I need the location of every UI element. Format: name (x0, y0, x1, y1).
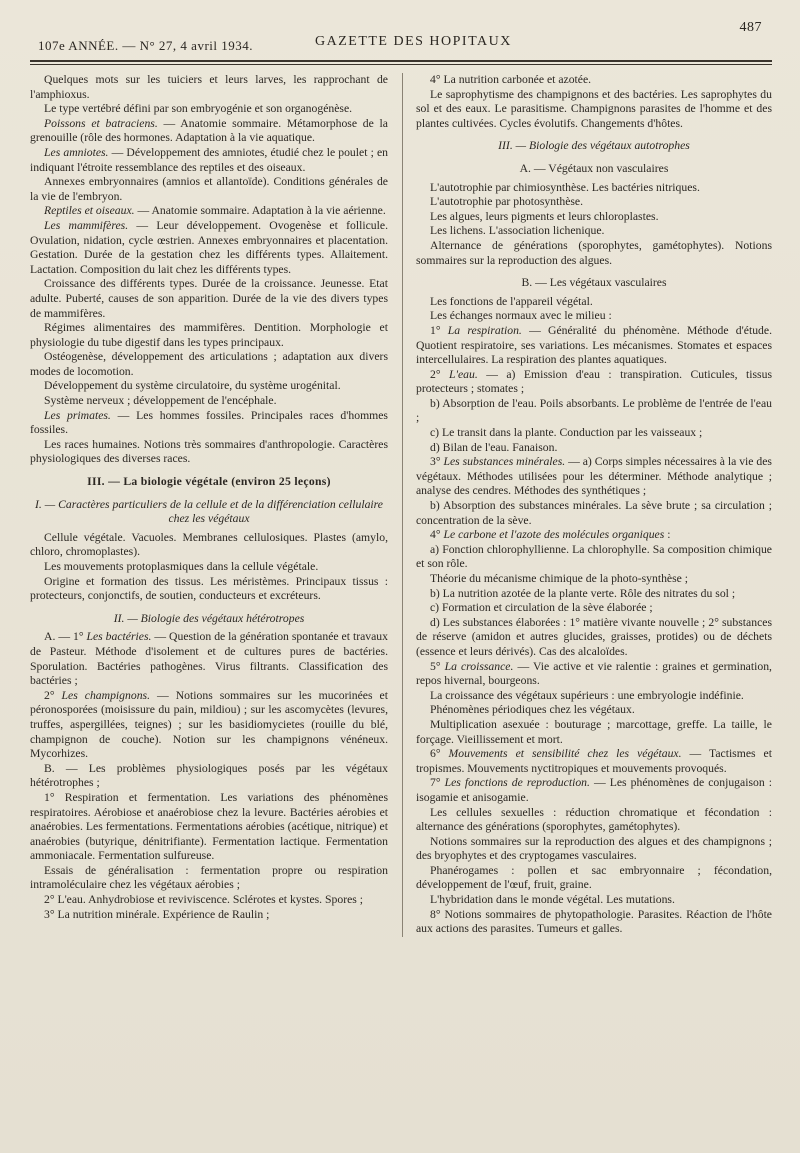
paragraph-text: 4° La nutrition carbonée et azotée. (430, 73, 592, 86)
paragraph (416, 660, 772, 689)
paragraph-text: Ostéogenèse, développement des articulations ; adaptation aux divers modes de locomotion. (30, 350, 388, 378)
paragraph-text: — Notions sommaires sur les mucorinées et péronosporées (moisissure du pain, mildiou) ; sur les ascomycètes (levures, truffes, aspergillées, teignes) ; sur les basidiomycietes (rouille du blé, champignon de couche). Notion sur les champignons vénéneux. Mycorhizes. (30, 688, 388, 761)
paragraph (416, 689, 772, 704)
paragraph-text: L'autotrophie par chimiosynthèse. Les bactéries nitriques. (430, 180, 700, 194)
paragraph (416, 309, 772, 324)
paragraph (416, 455, 772, 499)
paragraph-text: L'hybridation dans le monde végétal. Les mutations. (430, 893, 675, 907)
issue-line: 107e ANNÉE. — N° 27, 4 avril 1934. (38, 38, 254, 53)
paragraph (416, 224, 772, 239)
paragraph-text: c) Le transit dans la plante. Conduction par les vaisseaux ; (430, 426, 703, 440)
paragraph (416, 703, 772, 718)
heading-text: II. — Biologie des végétaux hétérotropes (113, 611, 305, 625)
paragraph-lead: Les champignons. (61, 688, 151, 702)
paragraph-number: 7° (430, 776, 445, 790)
paragraph-number: 1° (430, 323, 448, 337)
paragraph-text: 1° Respiration et fermentation. Les variations des phénomènes respiratoires. Aérobiose et anaérobiose chez la levure. Bactéries aérobies et anaérobies. Les fermentations. Fermentations aérobies (acétique, nitrique) et anaérobies (butyrique, dénitrifiante). Fermentation lactique. Fermentation ammoniacale. Fermentation sulfureuse. (30, 790, 388, 863)
paragraph-number: A. — 1° (44, 630, 87, 644)
paragraph-text: Croissance des différents types. Durée de la croissance. Jeunesse. Etat adulte. Puberté, causes de son apparition. Durée de la vie des divers types de mammifères. (30, 277, 388, 320)
paragraph-number: 6° (430, 747, 449, 761)
paragraph (30, 394, 388, 409)
heading-text: B. — Les végétaux vasculaires (521, 276, 667, 290)
right-column (416, 73, 772, 937)
paragraph-lead: Les bactéries. (86, 630, 152, 644)
paragraph (30, 146, 388, 175)
paragraph-text: c) Formation et circulation de la sève élaborée ; (430, 601, 653, 615)
page-header (30, 18, 772, 54)
paragraph-text: Le type vertébré défini par son embryogénie et son organogénèse. (44, 102, 353, 116)
paragraph-text: 8° Notions sommaires de phytopathologie. Parasites. Réaction de l'hôte aux actions des parasites. Tumeurs et galles. (416, 907, 772, 936)
paragraph-text: Les algues, leurs pigments et leurs chloroplastes. (430, 209, 659, 223)
paragraph-lead: Les amniotes. (44, 145, 109, 159)
paragraph (30, 379, 388, 394)
paragraph (30, 575, 388, 604)
paragraph (416, 747, 772, 776)
paragraph-text: Théorie du mécanisme chimique de la photo-synthèse ; (430, 572, 689, 585)
paragraph (30, 175, 388, 204)
heading-text: I. — Caractères particuliers de la cellule et de la différenciation cellulaire chez les végétaux (35, 497, 383, 526)
paragraph-lead: Les substances minérales. (443, 455, 566, 469)
paragraph-text: Essais de généralisation : fermentation propre ou respiration intramoléculaire chez les végétaux aérobies ; (30, 863, 388, 892)
paragraph (30, 117, 388, 146)
paragraph (30, 277, 388, 321)
paragraph-text: b) La nutrition azotée de la plante verte. Rôle des nitrates du sol ; (430, 586, 736, 600)
paragraph-text: — Question de la génération spontanée et travaux de Pasteur. Méthode d'isolement et de cultures pures de bactéries. Sporulation. Bactéries pathogènes. Virus filtrants. Classification des bactéries ; (30, 630, 388, 688)
text-columns (30, 73, 772, 937)
paragraph (30, 630, 388, 688)
section-heading (30, 475, 388, 490)
paragraph-text: — Les phénomènes de conjugaison : isogamie et anisogamie. (416, 776, 772, 804)
paragraph-text: Système nerveux ; développement de l'encéphale. (44, 394, 277, 408)
paragraph-text: b) Absorption de l'eau. Poils absorbants. Le problème de l'entrée de l'eau ; (416, 396, 772, 425)
paragraph-lead: Les mammifères. (44, 218, 129, 232)
paragraph-lead: Les fonctions de reproduction. (444, 776, 590, 790)
paragraph-text: — Vie active et vie ralentie : graines et germination, repos hivernal, bourgeons. (416, 659, 772, 688)
paragraph-text: — Généralité du phénomène. Méthode d'étude. Quotient respiratoire, ses variations. Les mécanismes. Stomates et espaces intercellulaires. La respiration des plantes aquatiques. (416, 323, 772, 367)
paragraph-lead: Le carbone et l'azote des molécules organiques (443, 528, 665, 542)
paragraph-text: 3° La nutrition minérale. Expérience de Raulin ; (44, 907, 270, 921)
paragraph (416, 441, 772, 456)
paragraph-text: Origine et formation des tissus. Les méristèmes. Principaux tissus : protecteurs, conjonctifs, de soutien, conducteurs et excréteurs. (30, 574, 388, 603)
paragraph-text: b) Absorption des substances minérales. La sève brute ; sa circulation ; concentration de la sève. (416, 499, 772, 527)
section-heading (416, 139, 772, 154)
paragraph (30, 908, 388, 923)
paragraph-text: 2° L'eau. Anhydrobiose et reviviscence. Sclérotes et kystes. Spores ; (44, 893, 364, 907)
paragraph-text: — Tactismes et tropismes. Mouvements nyctitropiques et mouvements provoqués. (416, 747, 772, 775)
heading-text: III. — Biologie des végétaux autotrophes (498, 139, 690, 153)
page-number: 487 (739, 20, 762, 35)
paragraph-lead: Poissons et batraciens. (44, 116, 158, 130)
section-heading (30, 612, 388, 627)
paragraph (416, 210, 772, 225)
paragraph-text: Les mouvements protoplasmiques dans la cellule végétale. (44, 560, 319, 573)
paragraph (416, 73, 772, 88)
paragraph (30, 321, 388, 350)
paragraph-text: Les échanges normaux avec le milieu : (430, 309, 612, 323)
paragraph-text: — a) Corps simples nécessaires à la vie des végétaux. Méthodes utilisées pour les déterminer. Méthode analytique ; analyse des cendres. Méthodes des synthétiques ; (416, 455, 772, 498)
paragraph-number: 2° (44, 688, 62, 702)
paragraph (416, 88, 772, 132)
paragraph (30, 438, 388, 467)
paragraph-text: — Les hommes fossiles. Principales races d'hommes fossiles. (30, 408, 388, 437)
paragraph-number: 3° (430, 455, 444, 469)
paragraph (416, 499, 772, 528)
paragraph-text: Notions sommaires sur la reproduction des algues et des champignons ; des bryophytes et des cryptogames vasculaires. (416, 834, 772, 863)
section-heading (416, 276, 772, 291)
paragraph (30, 864, 388, 893)
paragraph (416, 528, 772, 543)
paragraph (416, 864, 772, 893)
paragraph (30, 409, 388, 438)
paragraph-text: Les cellules sexuelles : réduction chromatique et fécondation : alternance des générations (sporophytes, gamétophytes). (416, 805, 772, 834)
paragraph-number: 5° (430, 659, 445, 673)
paragraph-number: 4° (430, 528, 444, 542)
paragraph (416, 616, 772, 660)
paragraph-text: — Anatomie sommaire. Métamorphose de la grenouille (rôle des hormones. Adaptation à la vie aquatique. (30, 116, 388, 145)
paragraph-text: L'autotrophie par photosynthèse. (430, 195, 584, 209)
paragraph-text: Les lichens. L'association lichenique. (430, 224, 605, 238)
left-column (30, 73, 388, 937)
paragraph-text: — Leur développement. Ovogenèse et follicule. Ovulation, nidation, cycle œstrien. Annexes embryonnaires et placentation. Gestation. Durée de la gestation chez les différents types. Allaitement. Lactation. Composition du lait chez les différents types. (30, 218, 389, 276)
paragraph (416, 835, 772, 864)
section-heading (30, 498, 388, 527)
header-rule-thin (30, 64, 772, 65)
paragraph-text: Les fonctions de l'appareil végétal. (430, 294, 593, 308)
paragraph (416, 543, 772, 572)
paragraph (30, 762, 388, 791)
paragraph-text: — a) Emission d'eau : transpiration. Cuticules, tissus protecteurs ; stomates ; (416, 367, 772, 396)
paragraph (416, 239, 772, 268)
paragraph (416, 368, 772, 397)
paragraph-lead: L'eau. (448, 367, 478, 381)
paragraph (416, 397, 772, 426)
paragraph-text: — Développement des amniotes, étudié chez le poulet ; en indiquant l'étroite ressemblance des reptiles et des oiseaux. (30, 145, 388, 174)
paragraph-text: d) Les substances élaborées : 1° matière vivante nouvelle ; 2° substances de réserve (amidon et autres glucides, graisses, protides) ou de déchets (essence et leurs dérivés). Cas des alcaloïdes. (416, 615, 772, 658)
paragraph-text: Annexes embryonnaires (amnios et allantoïde). Conditions générales de la vie de l'embryon. (30, 175, 388, 203)
paragraph (416, 587, 772, 602)
paragraph-lead: Reptiles et oiseaux. (44, 204, 135, 218)
paragraph-text: d) Bilan de l'eau. Fanaison. (430, 440, 558, 454)
paragraph-text: Alternance de générations (sporophytes, gamétophytes). Notions sommaires sur la reproduction des algues. (416, 238, 772, 267)
paragraph (416, 806, 772, 835)
paragraph (30, 531, 388, 560)
paragraph-text: Les races humaines. Notions très sommaires d'anthropologie. Caractères physiologiques des diverses races. (30, 437, 388, 466)
paragraph (30, 73, 388, 102)
paragraph-text: — Anatomie sommaire. Adaptation à la vie aérienne. (134, 204, 386, 218)
paragraph-text: Quelques mots sur les tuiciers et leurs larves, les rapprochant de l'amphioxus. (30, 73, 388, 101)
paragraph (416, 426, 772, 441)
paragraph (416, 181, 772, 196)
paragraph-text: La croissance des végétaux supérieurs : une embryologie indéfinie. (430, 688, 744, 702)
paragraph (30, 893, 388, 908)
column-divider (402, 73, 403, 937)
paragraph-text: Phanérogames : pollen et sac embryonnaire ; fécondation, développement de l'œuf, fruit, graine. (416, 863, 772, 892)
paragraph-text: Multiplication asexuée : bouturage ; marcottage, greffe. La taille, le forçage. Vieillissement et mort. (416, 717, 772, 746)
paragraph-lead: Mouvements et sensibilité chez les végétaux. (448, 747, 682, 761)
paragraph-text: : (664, 528, 671, 542)
paragraph-text: Régimes alimentaires des mammifères. Dentition. Morphologie et physiologie du tube digestif dans les types principaux. (30, 321, 388, 349)
journal-title: GAZETTE DES HOPITAUX (315, 34, 512, 49)
paragraph (416, 295, 772, 310)
section-heading (416, 162, 772, 177)
heading-text: III. — La biologie végétale (environ 25 leçons) (87, 475, 331, 489)
paragraph (30, 204, 388, 219)
paragraph (416, 324, 772, 368)
paragraph (416, 776, 772, 805)
paragraph-lead: La respiration. (447, 323, 522, 337)
paragraph-text: Cellule végétale. Vacuoles. Membranes cellulosiques. Plastes (amylo, chloro, chromoplastes). (30, 530, 388, 559)
paragraph-text: Phénomènes périodiques chez les végétaux. (430, 703, 635, 717)
paragraph-text: Le saprophytisme des champignons et des bactéries. Les saprophytes du sol et des eaux. Le parasitisme. Champignons parasites de l'homme et des plantes cultivées. Cycles évolutifs. Changements d'hôtes. (416, 87, 772, 130)
paragraph (30, 219, 388, 277)
header-rule (30, 60, 772, 62)
paragraph-text: B. — Les problèmes physiologiques posés par les végétaux hétérotrophes ; (30, 761, 388, 790)
paragraph-text: Développement du système circulatoire, du système urogénital. (44, 379, 341, 393)
paragraph (416, 572, 772, 587)
paragraph (416, 195, 772, 210)
paragraph-lead: La croissance. (444, 659, 514, 673)
paragraph-number: 2° (430, 367, 449, 381)
paragraph (30, 791, 388, 864)
paragraph-lead: Les primates. (44, 408, 111, 422)
paragraph (416, 908, 772, 937)
paragraph (416, 601, 772, 616)
paragraph (30, 102, 388, 117)
paragraph-text: a) Fonction chlorophyllienne. La chlorophylle. Sa composition chimique et son rôle. (416, 542, 772, 571)
paragraph (416, 718, 772, 747)
paragraph (416, 893, 772, 908)
paragraph (30, 689, 388, 762)
paragraph (30, 560, 388, 575)
heading-text: A. — Végétaux non vasculaires (519, 161, 669, 175)
paragraph (30, 350, 388, 379)
